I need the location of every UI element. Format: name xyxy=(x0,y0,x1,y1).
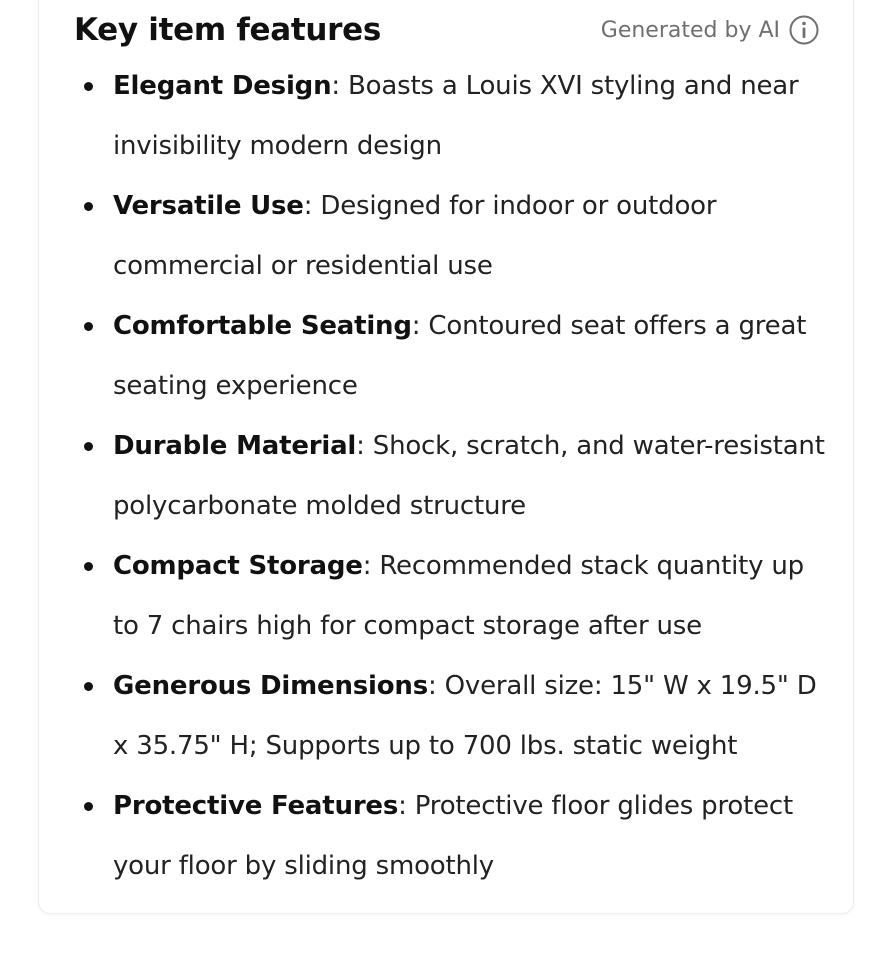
feature-description: : Recommended stack quantity up to 7 chairs high for compact storage after use xyxy=(113,551,804,641)
feature-name: Protective Features xyxy=(113,791,399,821)
feature-description: : Boasts a Louis XVI styling and near invisibility modern design xyxy=(113,71,799,161)
bullet-icon xyxy=(84,322,93,331)
feature-name: Comfortable Seating xyxy=(113,311,412,341)
section-header xyxy=(74,8,820,52)
ai-generated-label: Generated by AI xyxy=(600,17,780,43)
bullet-icon xyxy=(84,562,93,571)
ai-generated-badge[interactable] xyxy=(601,12,820,48)
feature-description: : Overall size: 15" W x 19.5" D x 35.75" H; Supports up to 700 lbs. static weight xyxy=(113,671,817,761)
section-title: Key item features xyxy=(74,12,382,48)
features-list xyxy=(84,56,830,896)
bullet-icon xyxy=(84,682,93,691)
feature-item xyxy=(84,776,830,896)
feature-name: Versatile Use xyxy=(113,191,304,221)
feature-item xyxy=(84,176,830,296)
feature-name: Durable Material xyxy=(113,431,357,461)
feature-description: : Shock, scratch, and water-resistant polycarbonate molded structure xyxy=(113,431,825,521)
feature-description: : Designed for indoor or outdoor commercial or residential use xyxy=(113,191,717,281)
info-circle-icon[interactable] xyxy=(788,14,820,46)
feature-item xyxy=(84,416,830,536)
feature-name: Elegant Design xyxy=(113,71,332,101)
bullet-icon xyxy=(84,802,93,811)
bullet-icon xyxy=(84,442,93,451)
feature-item xyxy=(84,656,830,776)
bullet-icon xyxy=(84,82,93,91)
feature-description: : Protective floor glides protect your floor by sliding smoothly xyxy=(113,791,793,881)
bullet-icon xyxy=(84,202,93,211)
feature-item xyxy=(84,56,830,176)
feature-description: : Contoured seat offers a great seating experience xyxy=(113,311,807,401)
feature-item xyxy=(84,536,830,656)
feature-name: Compact Storage xyxy=(113,551,363,581)
feature-name: Generous Dimensions xyxy=(113,671,429,701)
feature-item xyxy=(84,296,830,416)
